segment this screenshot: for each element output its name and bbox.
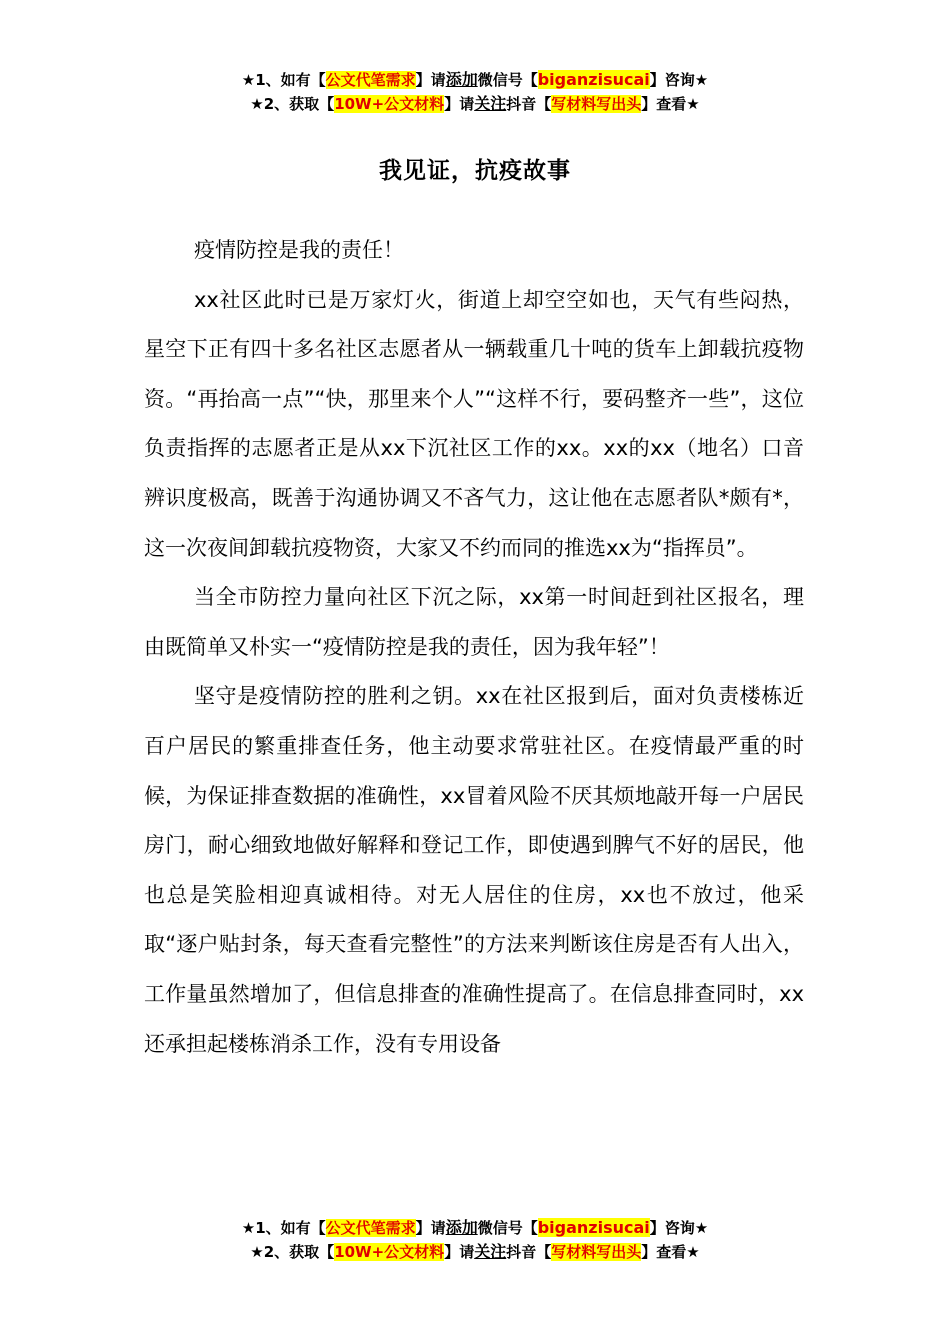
banner-wechat-id: biganzisucai — [537, 70, 650, 89]
banner-highlight: 10W+公文材料 — [334, 95, 445, 113]
document-body — [144, 226, 804, 1069]
banner-highlight: 公文代笔需求 — [325, 71, 416, 89]
banner-wechat-id: biganzisucai — [537, 1218, 650, 1237]
banner-highlight: 公文代笔需求 — [325, 1219, 416, 1237]
banner-douyin-id: 写材料写出头 — [551, 95, 642, 113]
paragraph: xx社区此时已是万家灯火，街道上却空空如也，天气有些闷热，星空下正有四十多名社区志愿者从一辆载重几十吨的货车上卸载抗疫物资。“再抬高一点”“快，那里来个人”“这样不行，要码整齐一些”，这位负责指挥的志愿者正是从xx下沉社区工作的xx。xx的xx（地名）口音辨识度极高，既善于沟通协调又不吝气力，这让他在志愿者队*颇有*，这一次夜间卸载抗疫物资，大家又不约而同的推选xx为“指挥员”。 — [144, 287, 804, 560]
banner-line-2: ★2、获取【10W+公文材料】请关注抖音【写材料写出头】查看★ — [250, 94, 700, 113]
paragraph: 当全市防控力量向社区下沉之际，xx第一时间赶到社区报名，理由既简单又朴实一“疫情防控是我的责任，因为我年轻”！ — [144, 585, 804, 659]
footer-banner — [0, 1216, 950, 1264]
paragraph: 疫情防控是我的责任！ — [194, 238, 404, 262]
banner-highlight: 10W+公文材料 — [334, 1243, 445, 1261]
banner-douyin-id: 写材料写出头 — [551, 1243, 642, 1261]
banner-line-1: ★1、如有【公文代笔需求】请添加微信号【biganzisucai】咨询★ — [241, 70, 709, 89]
paragraph: 坚守是疫情防控的胜利之钥。xx在社区报到后，面对负责楼栋近百户居民的繁重排查任务，他主动要求常驻社区。在疫情最严重的时候，为保证排查数据的准确性，xx冒着风险不厌其烦地敲开每一户居民房门，耐心细致地做好解释和登记工作，即使遇到脾气不好的居民，他也总是笑脸相迎真诚相待。对无人居住的住房，xx也不放过，他采取“逐户贴封条，每天查看完整性”的方法来判断该住房是否有人出入，工作量虽然增加了，但信息排查的准确性提高了。在信息排查同时，xx还承担起楼栋消杀工作，没有专用设备 — [144, 684, 804, 1056]
banner-line-1: ★1、如有【公文代笔需求】请添加微信号【biganzisucai】咨询★ — [241, 1218, 709, 1237]
document-title: 我见证，抗疫故事 — [379, 158, 571, 184]
header-banner — [0, 68, 950, 116]
banner-line-2: ★2、获取【10W+公文材料】请关注抖音【写材料写出头】查看★ — [250, 1242, 700, 1261]
